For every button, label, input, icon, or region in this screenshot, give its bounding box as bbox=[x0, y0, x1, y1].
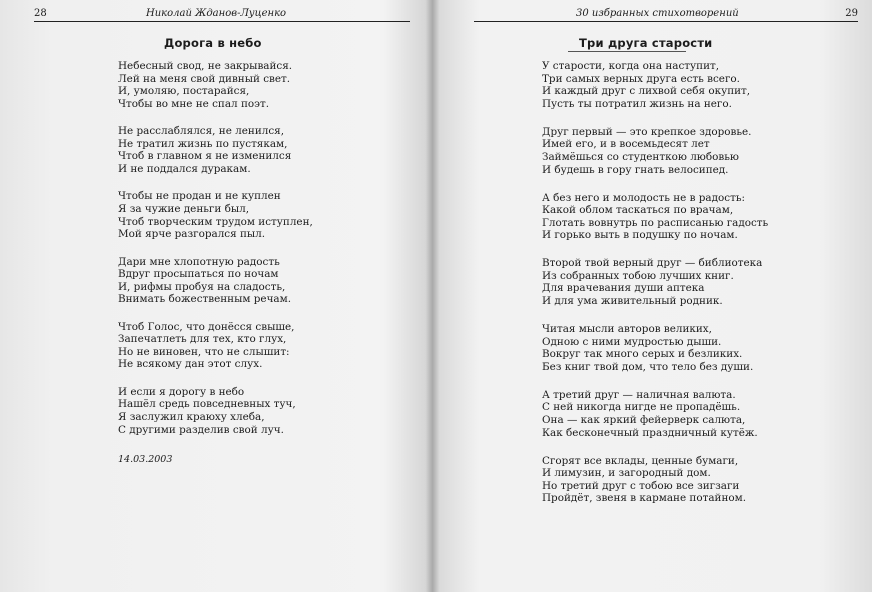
verse-line: Я заслужил краюху хлеба, bbox=[118, 411, 265, 424]
verse-line: А третий друг — наличная валюта. bbox=[542, 388, 736, 401]
verse-line: Вдруг просыпаться по ночам bbox=[118, 268, 279, 281]
page-number: 29 bbox=[845, 8, 858, 19]
stanza bbox=[542, 257, 768, 307]
verse-line: У старости, когда она наступит, bbox=[542, 60, 720, 72]
verse-line: И, умоляю, постарайся, bbox=[118, 85, 250, 98]
verse-line: Глотать вовнутрь по расписанью гадость bbox=[542, 216, 769, 229]
page-number: 28 bbox=[34, 8, 47, 19]
verse-line: И будешь в гору гнать велосипед. bbox=[542, 163, 729, 176]
stanza bbox=[118, 256, 313, 306]
poem-title: Дорога в небо bbox=[164, 36, 262, 50]
verse-line: Но не виновен, что не слышит: bbox=[118, 345, 290, 358]
running-head-author: Николай Жданов-Луценко bbox=[146, 8, 287, 19]
right-page bbox=[434, 0, 872, 592]
stanza bbox=[542, 389, 768, 439]
verse-line: Нашёл средь повседневных туч, bbox=[118, 398, 296, 411]
verse-line: Чтобы не продан и не куплен bbox=[118, 190, 281, 203]
verse-line: Сгорят все вклады, ценные бумаги, bbox=[542, 454, 739, 467]
verse-line: Вокруг так много серых и безликих. bbox=[542, 348, 743, 361]
verse-line: Пусть ты потратил жизнь на него. bbox=[542, 97, 732, 110]
stanza bbox=[542, 60, 768, 110]
verse-line: Какой облом таскаться по врачам, bbox=[542, 204, 734, 217]
verse-line: Дари мне хлопотную радость bbox=[118, 255, 280, 268]
poem-body bbox=[118, 60, 313, 451]
stanza bbox=[542, 192, 768, 242]
verse-line: Без книг твой дом, что тело без души. bbox=[542, 360, 754, 373]
verse-line: Не всякому дан этот слух. bbox=[118, 358, 263, 371]
stanza bbox=[118, 125, 313, 175]
verse-line: Небесный свод, не закрывайся. bbox=[118, 60, 293, 72]
verse-line: Чтоб Голос, что донёсся свыше, bbox=[118, 320, 295, 333]
verse-line: Не тратил жизнь по пустякам, bbox=[118, 137, 288, 150]
verse-line: Имей его, и в восемьдесят лет bbox=[542, 138, 710, 151]
verse-line: И, рифмы пробуя на сладость, bbox=[118, 280, 286, 293]
verse-line: Чтобы во мне не спал поэт. bbox=[118, 97, 270, 110]
verse-line: Я за чужие деньги был, bbox=[118, 202, 250, 215]
left-page bbox=[0, 0, 426, 592]
verse-line: Друг первый — это крепкое здоровье. bbox=[542, 125, 752, 138]
verse-line: Как бесконечный праздничный кутёж. bbox=[542, 426, 758, 439]
stanza bbox=[118, 386, 313, 436]
verse-line: Но третий друг с тобою все зигзаги bbox=[542, 479, 740, 492]
verse-line: И горько выть в подушку по ночам. bbox=[542, 229, 738, 242]
verse-line: А без него и молодость не в радость: bbox=[542, 191, 745, 204]
left-page-header bbox=[34, 4, 410, 22]
verse-line: С другими разделив свой луч. bbox=[118, 423, 284, 436]
stanza bbox=[542, 323, 768, 373]
poem-title: Три друга старости bbox=[579, 36, 713, 50]
stanza bbox=[118, 321, 313, 371]
poem-body bbox=[542, 60, 768, 520]
verse-line: Второй твой верный друг — библиотека bbox=[542, 257, 763, 270]
verse-line: Займёшься со студенткою любовью bbox=[542, 150, 739, 163]
verse-line: Она — как яркий фейерверк салюта, bbox=[542, 414, 746, 427]
title-underline bbox=[568, 51, 686, 52]
verse-line: Чтоб в главном я не изменился bbox=[118, 150, 292, 163]
verse-line: И если я дорогу в небо bbox=[118, 385, 245, 398]
running-head-collection: 30 избранных стихотворений bbox=[576, 8, 739, 19]
verse-line: И каждый друг с лихвой себя окупит, bbox=[542, 85, 751, 98]
verse-line: Из собранных тобою лучших книг. bbox=[542, 269, 734, 282]
verse-line: Внимать божественным речам. bbox=[118, 293, 292, 306]
verse-line: Мой ярче разгорался пыл. bbox=[118, 228, 266, 241]
verse-line: И не поддался дуракам. bbox=[118, 162, 251, 175]
verse-line: Лей на меня свой дивный свет. bbox=[118, 72, 291, 85]
stanza bbox=[118, 60, 313, 110]
verse-line: Пройдёт, звеня в кармане потайном. bbox=[542, 492, 747, 505]
verse-line: Не расслаблялся, не ленился, bbox=[118, 125, 285, 138]
verse-line: Запечатлеть для тех, кто глух, bbox=[118, 333, 287, 346]
verse-line: Три самых верных друга есть всего. bbox=[542, 72, 740, 85]
verse-line: Для врачевания души аптека bbox=[542, 282, 705, 295]
stanza bbox=[542, 126, 768, 176]
stanza bbox=[542, 455, 768, 505]
right-page-header bbox=[474, 4, 858, 22]
verse-line: Читая мысли авторов великих, bbox=[542, 323, 712, 336]
stanza bbox=[118, 190, 313, 240]
verse-line: С ней никогда нигде не пропадёшь. bbox=[542, 401, 741, 414]
verse-line: Чтоб творческим трудом иступлен, bbox=[118, 215, 313, 228]
verse-line: И для ума живительный родник. bbox=[542, 295, 723, 308]
poem-date: 14.03.2003 bbox=[118, 454, 173, 465]
verse-line: Одною с ними мудростью дыши. bbox=[542, 335, 722, 348]
verse-line: И лимузин, и загородный дом. bbox=[542, 467, 711, 480]
